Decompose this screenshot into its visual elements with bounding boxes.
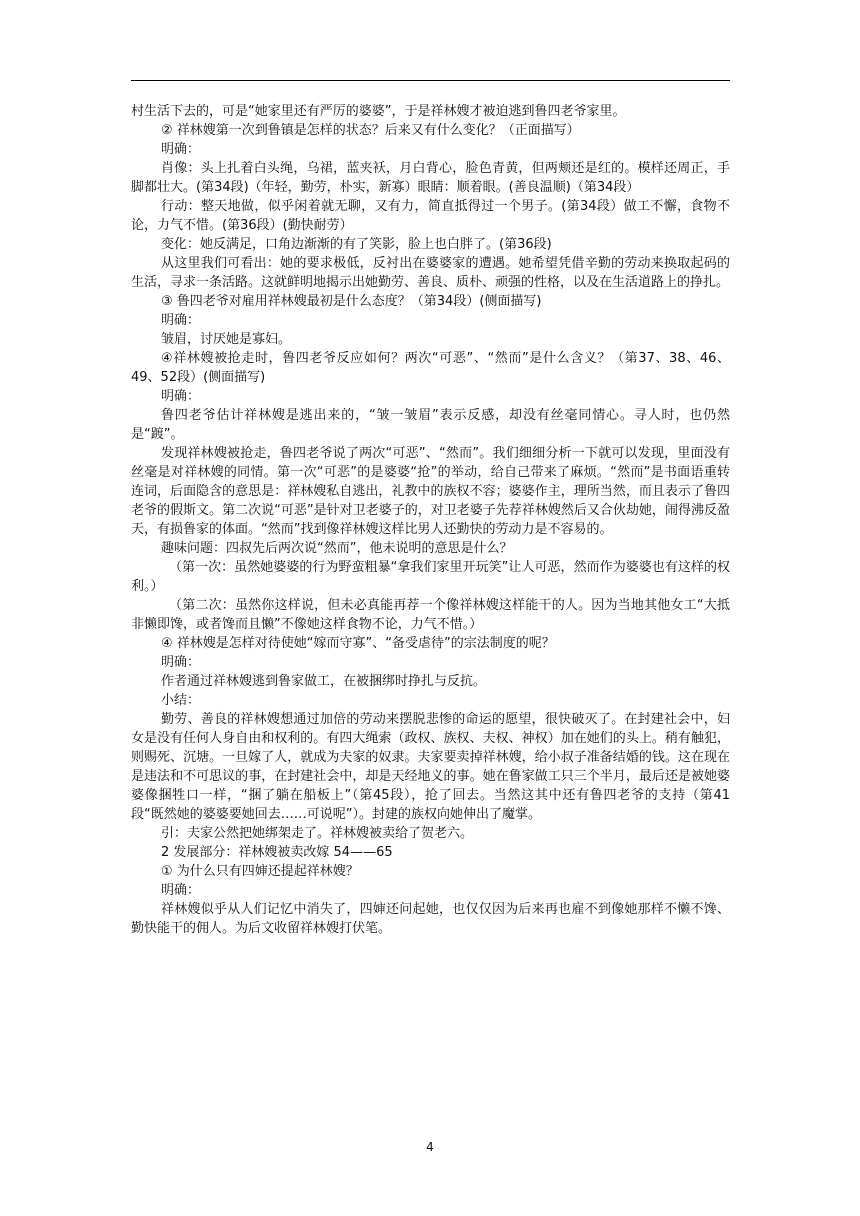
paragraph: 祥林嫂似乎从人们记忆中消失了，四婶还问起她，也仅仅因为后来再也雇不到像她那样不懒不馋、勤快能干的佣人。为后文收留祥林嫂打伏笔。 — [131, 902, 730, 936]
paragraph: ① 为什么只有四婶还提起祥林嫂？ — [161, 864, 359, 879]
paragraph: 勤劳、善良的祥林嫂想通过加倍的劳动来摆脱悲惨的命运的愿望，很快破灭了。在封建社会中，妇女是没有任何人身自由和权利的。有四大绳索（政权、族权、夫权、神权）加在她们的头上。稍有触犯，则赐死、沉塘。一旦嫁了人，就成为夫家的奴隶。夫家要卖掉祥林嫂，给小叔子准备结婚的钱。这在现在是违法和不可思议的事，在封建社会中，却是天经地义的事。她在鲁家做工只三个半月，最后还是被她婆婆像捆牲口一样，“捆了躺在船板上”（第45段），抢了回去。当然这其中还有鲁四老爷的支持（第41段“既然她的婆婆要她回去……可说呢”）。封建的族权向她伸出了魔掌。 — [131, 712, 730, 822]
paragraph: 行动：整天地做，似乎闲着就无聊，又有力，简直抵得过一个男子。(第34段）做工不懈，食物不论，力气不惜。(第36段）(勤快耐劳） — [131, 199, 730, 233]
paragraph: 村生活下去的，可是“她家里还有严厉的婆婆”，于是祥林嫂才被迫逃到鲁四老爷家里。 — [131, 104, 626, 119]
paragraph: 皱眉，讨厌她是寡妇。 — [161, 332, 292, 347]
paragraph: 明确： — [161, 883, 201, 898]
paragraph: 发现祥林嫂被抢走，鲁四老爷说了两次“可恶”、“然而”。我们细细分析一下就可以发现，里面没有丝毫是对祥林嫂的同情。第一次“可恶”的是婆婆“抢”的举动，给自己带来了麻烦。“然而”是书面语重转连词，后面隐含的意思是：祥林嫂私自逃出，礼教中的族权不容；婆婆作主，理所当然，而且表示了鲁四老爷的假斯文。第二次说“可恶”是针对卫老婆子的，对卫老婆子先荐祥林嫂然后又合伙劫她，闹得沸反盈天，有损鲁家的体面。“然而”找到像祥林嫂这样比男人还勤快的劳动力是不容易的。 — [131, 446, 730, 537]
paragraph: 作者通过祥林嫂逃到鲁家做工，在被捆绑时挣扎与反抗。 — [161, 674, 487, 689]
paragraph: ④ 祥林嫂是怎样对待使她“嫁而守寡”、“备受虐待”的宗法制度的呢？ — [161, 636, 555, 651]
header-rule — [131, 80, 730, 81]
paragraph: 2 发展部分：祥林嫂被卖改嫁 54——65 — [161, 845, 393, 860]
paragraph: 明确： — [161, 313, 201, 328]
paragraph: 引：夫家公然把她绑架走了。祥林嫂被卖给了贺老六。 — [161, 826, 474, 841]
document-body — [131, 102, 730, 938]
paragraph: 鲁四老爷估计祥林嫂是逃出来的，“皱一皱眉”表示反感，却没有丝毫同情心。寻人时，也仍然是“踱”。 — [131, 408, 730, 442]
paragraph: ④祥林嫂被抢走时，鲁四老爷反应如何？两次“可恶”、“然而”是什么含义？（第37、38、46、49、52段）(侧面描写) — [131, 351, 730, 385]
paragraph: 肖像：头上扎着白头绳，乌裙，蓝夹袄，月白背心，脸色青黄，但两颊还是红的。模样还周正，手脚都壮大。(第34段)（年轻，勤劳，朴实，新寡）眼睛：顺着眼。(善良温顺)（第34段） — [131, 161, 730, 195]
paragraph: 明确： — [161, 655, 201, 670]
paragraph: 小结： — [161, 693, 201, 708]
paragraph: 从这里我们可看出：她的要求极低，反衬出在婆婆家的遭遇。她希望凭借辛勤的劳动来换取起码的生活，寻求一条活路。这就鲜明地揭示出她勤劳、善良、质朴、顽强的性格，以及在生活道路上的挣扎。 — [131, 256, 730, 290]
paragraph: （第一次：虽然她婆婆的行为野蛮粗暴“拿我们家里开玩笑”让人可恶，然而作为婆婆也有这样的权利。） — [131, 560, 730, 594]
paragraph: 明确： — [161, 142, 201, 157]
page-number: 4 — [426, 1140, 434, 1154]
paragraph: ③ 鲁四老爷对雇用祥林嫂最初是什么态度？（第34段）(侧面描写) — [161, 294, 542, 309]
paragraph: （第二次：虽然你这样说，但未必真能再荐一个像祥林嫂这样能干的人。因为当地其他女工“大抵非懒即馋，或者馋而且懒”不像她这样食物不论，力气不惜。） — [131, 598, 730, 632]
paragraph: ② 祥林嫂第一次到鲁镇是怎样的状态？后来又有什么变化？（正面描写） — [161, 123, 580, 138]
paragraph: 明确： — [161, 389, 201, 404]
paragraph: 变化：她反满足，口角边渐渐的有了笑影，脸上也白胖了。(第36段) — [161, 237, 552, 252]
paragraph: 趣味问题：四叔先后两次说“然而”，他未说明的意思是什么？ — [161, 541, 513, 556]
